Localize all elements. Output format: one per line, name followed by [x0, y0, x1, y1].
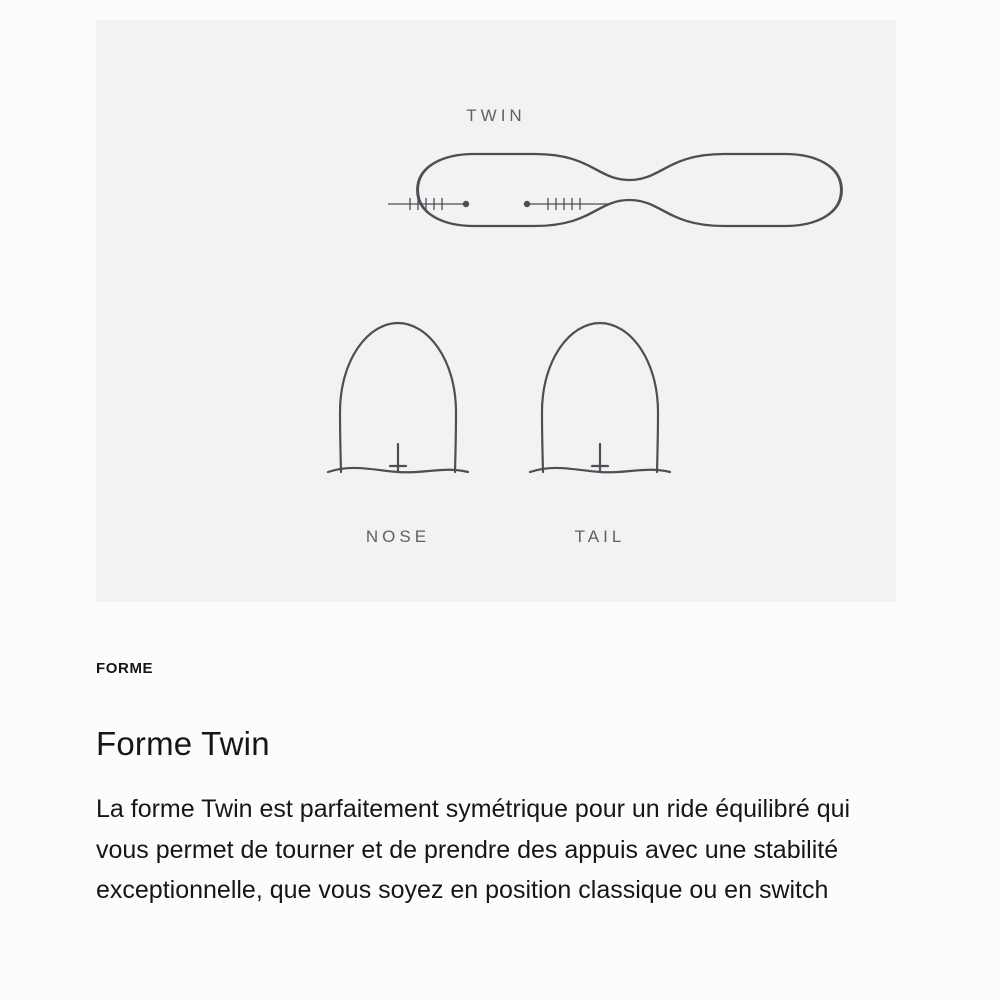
page-title: Forme Twin	[96, 725, 270, 762]
binding-inserts-left	[388, 198, 469, 210]
tail-silhouette	[530, 323, 670, 472]
shape-description-block	[96, 660, 896, 911]
section-eyebrow: FORME	[96, 660, 154, 677]
nose-silhouette	[328, 323, 468, 472]
tail-label: TAIL	[574, 527, 626, 546]
board-topdown-outline	[418, 154, 842, 226]
shape-diagram-panel	[96, 20, 896, 602]
shape-diagram-graphic	[96, 20, 896, 602]
nose-label: NOSE	[365, 527, 431, 546]
description-paragraph: La forme Twin est parfaitement symétrique pour un ride équilibré qui vous permet de tourner et de prendre des appuis avec une stabilité exceptionnelle, que vous soyez en position classique ou en switch	[96, 795, 851, 904]
twin-label: TWIN	[466, 106, 526, 125]
binding-inserts-right	[524, 198, 608, 210]
